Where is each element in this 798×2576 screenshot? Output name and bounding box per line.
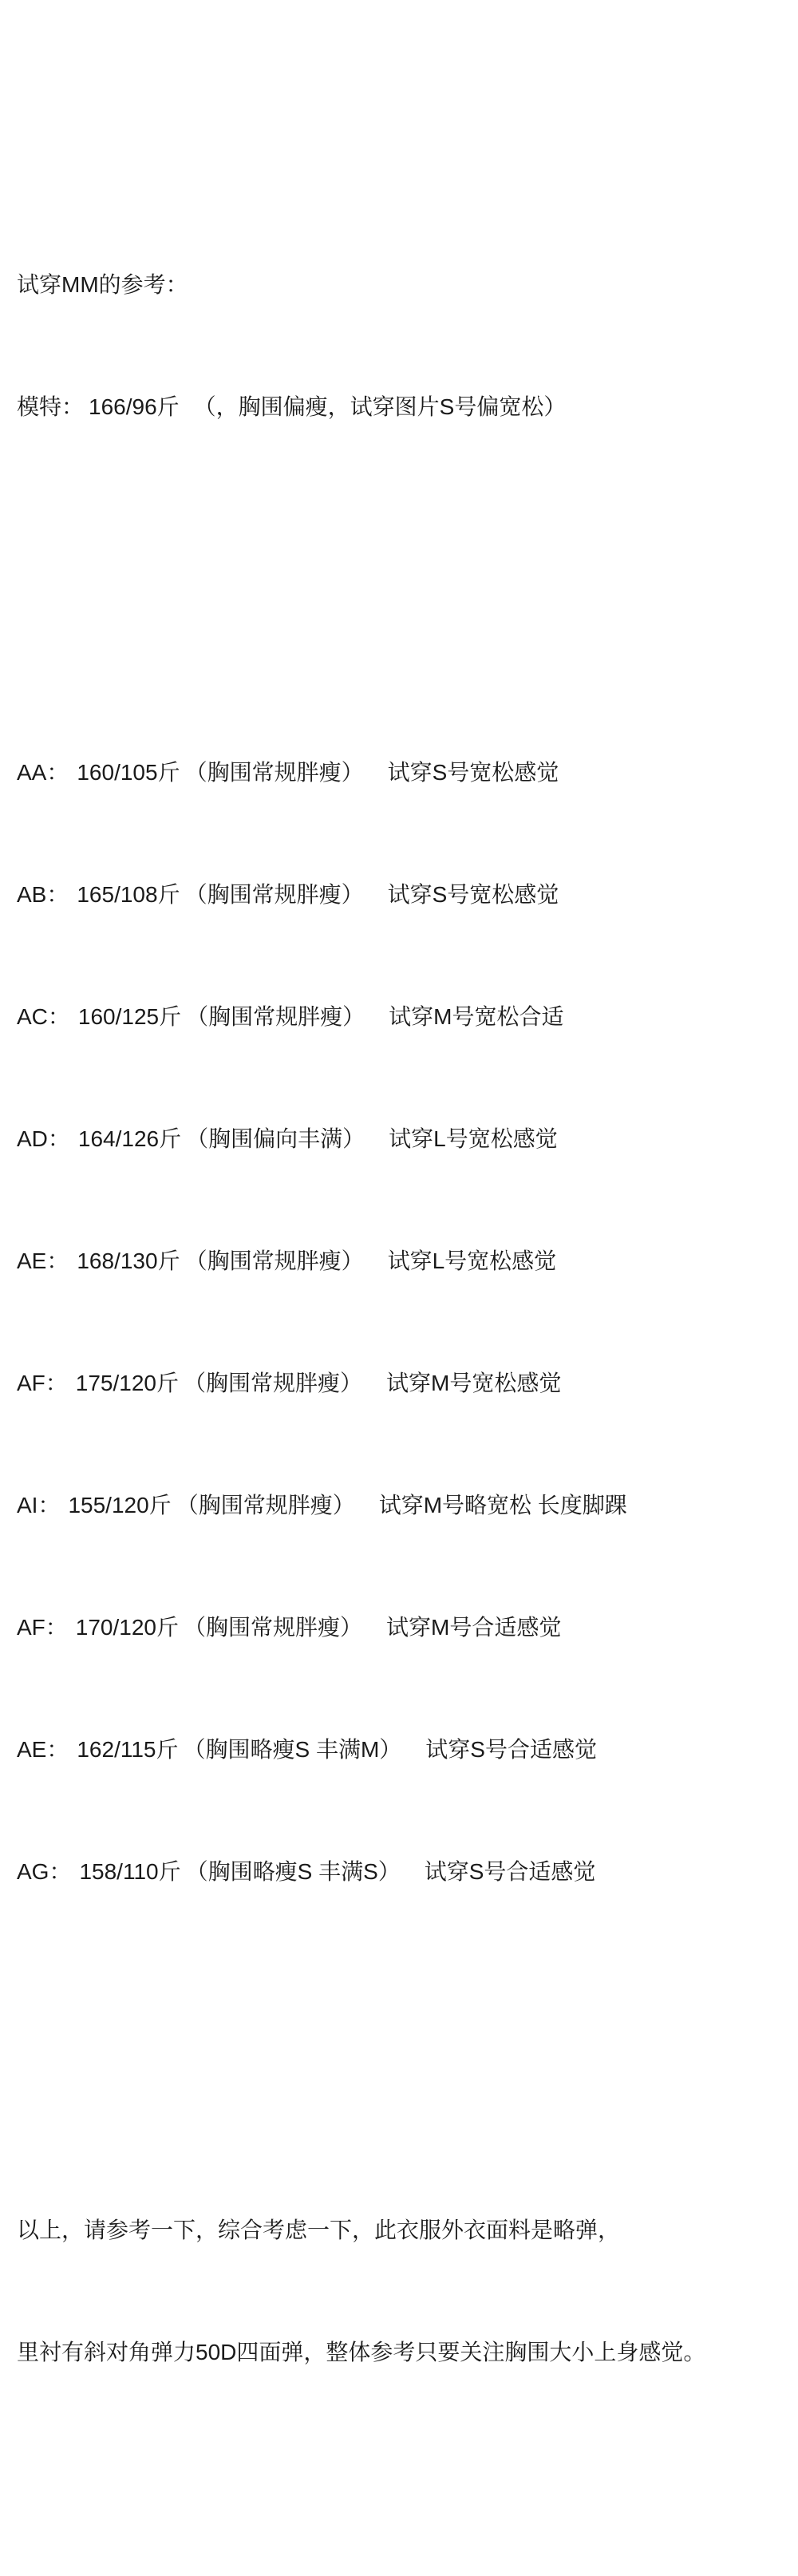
model-note: （，胸围偏瘦，试穿图片S号偏宽松）	[193, 394, 567, 419]
row-chest-note: （胸围常规胖瘦）	[184, 882, 364, 907]
fit-row	[17, 1607, 795, 1648]
row-code: AA：	[17, 760, 69, 785]
row-stats: 162/115斤	[77, 1737, 179, 1762]
row-fit-note: 试穿S号宽松感觉	[387, 882, 559, 907]
row-chest-note: （胸围略瘦S 丰满M）	[183, 1737, 402, 1762]
fit-row	[17, 996, 795, 1037]
row-stats: 175/120斤	[75, 1371, 179, 1395]
fit-row	[17, 752, 795, 793]
row-chest-note: （胸围略瘦S 丰满S）	[185, 1859, 401, 1884]
fit-row	[17, 1363, 795, 1403]
row-chest-note: （胸围常规胖瘦）	[184, 1615, 363, 1640]
model-label: 模特：	[17, 394, 85, 419]
row-stats: 160/125斤	[77, 1004, 182, 1029]
row-chest-note: （胸围偏向丰满）	[186, 1126, 365, 1151]
fit-row	[17, 1118, 795, 1159]
footer-note-block	[17, 2128, 795, 2454]
row-code: AG：	[17, 1859, 72, 1884]
row-code: AE：	[17, 1248, 69, 1273]
row-code: AI：	[17, 1493, 61, 1518]
row-code: AD：	[17, 1126, 70, 1151]
row-code: AB：	[17, 882, 69, 907]
fit-row	[17, 1851, 795, 1892]
footer-note-line-1: 以上，请参考一下，综合考虑一下，此衣服外衣面料是略弹，	[17, 2218, 621, 2242]
row-fit-note: 试穿S号宽松感觉	[387, 760, 559, 785]
row-code: AE：	[17, 1737, 69, 1762]
row-code: AF：	[17, 1371, 68, 1395]
row-fit-note: 试穿M号合适感觉	[386, 1615, 562, 1640]
row-chest-note: （胸围常规胖瘦）	[184, 760, 364, 785]
footer-note-line-2: 里衬有斜对角弹力50D四面弹，整体参考只要关注胸围大小上身感觉。	[17, 2340, 706, 2364]
row-code: AF：	[17, 1615, 68, 1640]
fit-row	[17, 874, 795, 915]
row-fit-note: 试穿M号宽松合适	[389, 1004, 564, 1029]
row-fit-note: 试穿S号合适感觉	[424, 1859, 596, 1884]
row-fit-note: 试穿L号宽松感觉	[389, 1126, 558, 1151]
fit-row	[17, 1241, 795, 1281]
page-title: 试穿MM的参考：	[17, 272, 188, 297]
row-fit-note: 试穿M号略宽松 长度脚踝	[378, 1493, 627, 1518]
row-fit-note: 试穿M号宽松感觉	[386, 1371, 562, 1395]
row-chest-note: （胸围常规胖瘦）	[186, 1004, 365, 1029]
model-stats: 166/96斤	[89, 394, 180, 419]
row-stats: 155/120斤	[68, 1493, 172, 1518]
row-chest-note: （胸围常规胖瘦）	[176, 1493, 355, 1518]
fit-reference-list	[17, 671, 795, 1973]
row-code: AC：	[17, 1004, 70, 1029]
fit-row	[17, 1485, 795, 1525]
row-fit-note: 试穿S号合适感觉	[425, 1737, 597, 1762]
row-stats: 168/130斤	[77, 1248, 180, 1273]
row-stats: 164/126斤	[77, 1126, 182, 1151]
header-block	[17, 183, 795, 508]
row-chest-note: （胸围常规胖瘦）	[184, 1371, 363, 1395]
row-fit-note: 试穿L号宽松感觉	[387, 1248, 557, 1273]
row-stats: 158/110斤	[79, 1859, 181, 1884]
row-stats: 165/108斤	[77, 882, 180, 907]
fit-row	[17, 1729, 795, 1770]
model-info-line	[17, 386, 795, 427]
row-chest-note: （胸围常规胖瘦）	[184, 1248, 364, 1273]
row-stats: 160/105斤	[77, 760, 180, 785]
size-reference-document	[17, 61, 795, 2576]
row-stats: 170/120斤	[75, 1615, 179, 1640]
